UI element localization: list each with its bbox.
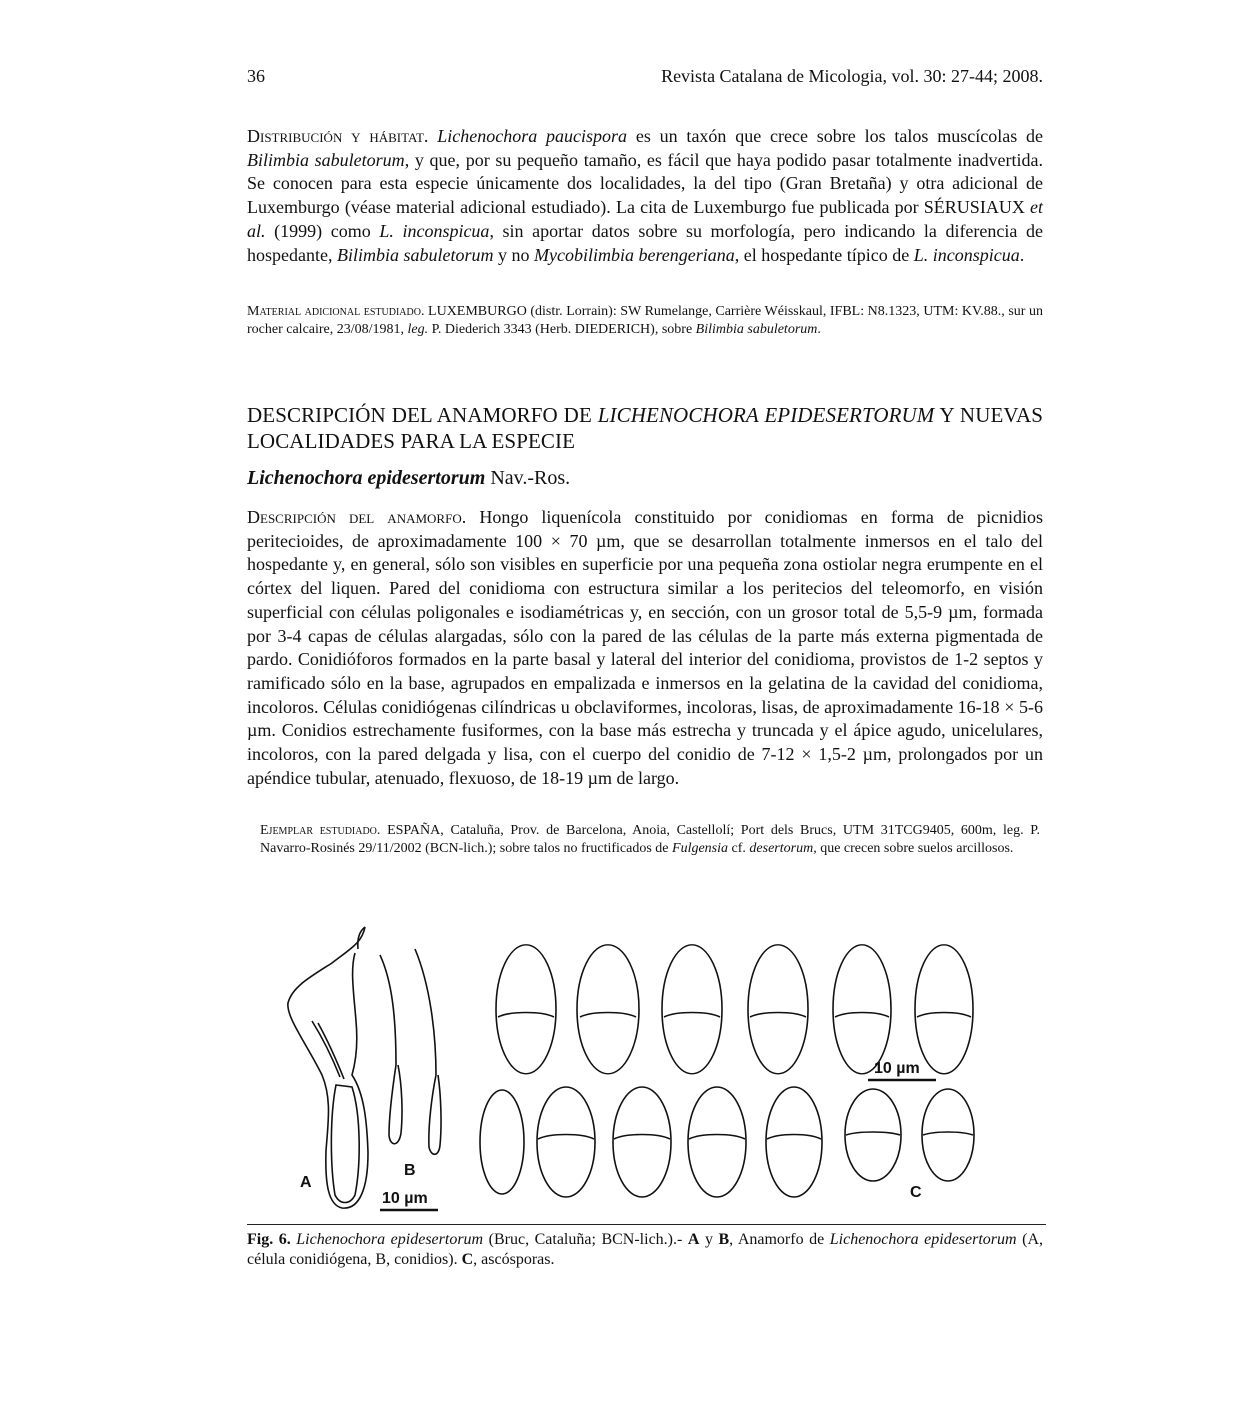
caption-panel-a: A [687,1231,700,1248]
distribution-taxon-5: Mycobilimbia berengeriana [533,244,735,265]
caption-panel-c: C [461,1251,474,1268]
distribution-text-6: y no [493,244,534,265]
figure-label-b: B [404,1162,416,1179]
material-leg: leg. [407,322,429,337]
section-heading-text-1: DESCRIPCIÓN DEL ANAMORFO DE [247,403,598,427]
distribution-paragraph [247,125,1043,267]
material-taxon: Bilimbia sabuletorum [695,322,818,337]
figure-caption [247,1230,1043,1270]
journal-citation: Revista Catalana de Micologia, vol. 30: 27-44; 2008. [661,66,1043,86]
distribution-text-3: , y que, por su pequeño tamaño, es fácil que haya podido pasar totalmente inadvertida. Se conocen para esta especie únicamente dos localidades, la del tipo (Gran Bretaña) y otra adicional de Luxemburgo (véase material adicional estudiado). La cita de Luxemburgo fue publicada por SÉRUSIAUX [247,149,1043,218]
distribution-text-5: , sin aportar datos sobre su morfología, pero indicando la diferencia de hospedante, [247,220,1043,265]
specimen-paragraph [260,822,1040,858]
material-text-3: . [817,322,821,337]
scale-label-ab: 10 µm [382,1190,428,1207]
figure-label-c: C [910,1184,922,1201]
species-author: Nav.-Ros. [485,467,571,489]
specimen-text-3: , que crecen sobre suelos arcillosos. [813,841,1014,856]
description-paragraph [247,506,1043,790]
distribution-text-7: , el hospedante típico de [734,244,914,265]
page-number: 36 [247,66,265,86]
distribution-taxon-2: Bilimbia sabuletorum [247,149,405,170]
caption-text-5: (A, célula conidiógena, B, conidios). [247,1231,1044,1268]
specimen-text-1: ESPAÑA, Cataluña, Prov. de Barcelona, Anoia, Castellolí; Port dels Brucs, UTM 31TCG9405, 600m, leg. P. Navarro-Rosinés 29/11/2002 (BCN-lich.); sobre talos no fructificados de [260,823,1040,856]
specimen-genus: Fulgensia [672,841,729,856]
caption-taxon-2: Lichenochora epidesertorum [829,1231,1017,1248]
species-name: Lichenochora epidesertorum [247,467,486,489]
caption-text-2: (Bruc, Cataluña; BCN-lich.).- [483,1231,688,1248]
distribution-text-8: . [1019,244,1025,265]
caption-taxon-1: Lichenochora epidesertorum [296,1231,484,1248]
species-heading [247,467,570,490]
distribution-taxon-1: Lichenochora paucispora [437,126,628,146]
figure-divider [247,1224,1046,1225]
distribution-taxon-6: L. inconspicua [913,244,1020,265]
distribution-etal: et al. [247,197,1043,241]
conidiogenous-cell-drawing [288,927,368,1208]
figure-6 [270,925,1050,1230]
material-paragraph [247,303,1043,339]
distribution-text-4: (1999) como [265,220,380,241]
caption-text-3: y [699,1231,719,1248]
specimen-label: Ejemplar estudiado. [260,823,381,838]
section-heading [247,402,1043,454]
section-heading-taxon: LICHENOCHORA EPIDESERTORUM [597,403,935,427]
material-label: Material adicional estudiado. [247,304,425,319]
scale-label-c: 10 µm [874,1060,920,1077]
distribution-taxon-4: Bilimbia sabuletorum [336,244,494,265]
distribution-label: Distribución y hábitat. [247,126,429,146]
distribution-text-2: es un taxón que crece sobre los talos muscícolas de [627,126,1043,146]
material-text-2: P. Diederich 3343 (Herb. DIEDERICH), sobre [428,322,696,337]
description-label: Descripción del anamorfo. [247,507,467,527]
description-text: Hongo liquenícola constituido por conidiomas en forma de picnidios peritecioides, de aproximadamente 100 × 70 µm, que se desarrollan totalmente inmersos en el talo del hospedante y, en general, sólo son visibles en superficie por una pequeña zona ostiolar negra erumpente en el córtex del liquen. Pared del conidioma con estructura similar a los peritecios del teleomorfo, en visión superficial con células poligonales e isodiamétricas y, en sección, con un grosor total de 5,5-9 µm, formada por 3-4 capas de células alargadas, sólo con la pared de las células de la parte más externa pigmentada de pardo. Conidióforos formados en la parte basal y lateral del interior del conidioma, provistos de 1-2 septos y ramificado sólo en la base, agrupados en empalizada e inmersos en la gelatina de la cavidad del conidioma, incoloros. Células conidiógenas cilíndricas u obclaviformes, incoloras, lisas, de aproximadamente 16-18 × 5-6 µm. Conidios estrechamente fusiformes, con la base más estrecha y truncada y el ápice agudo, unicelulares, incoloros, con la pared delgada y lisa, con el cuerpo del conidio de 7-12 × 1,5-2 µm, prolongados por un apéndice tubular, atenuado, flexuoso, de 18-19 µm de largo. [247,507,1043,788]
specimen-text-2: cf. [728,841,750,856]
distribution-text-1 [428,126,437,146]
figure-6-drawing [270,925,1050,1230]
caption-fig-number: Fig. 6. [247,1231,291,1248]
caption-panel-b: B [718,1231,730,1248]
material-text-1: LUXEMBURGO (distr. Lorrain): SW Rumelange, Carrière Wéisskaul, IFBL: N8.1323, UTM: KV.88., sur un rocher calcaire, 23/08/1981, [247,304,1044,337]
distribution-taxon-3: L. inconspicua [379,220,490,241]
caption-text-6: , ascósporas. [473,1251,555,1268]
figure-label-a: A [300,1174,312,1191]
section-heading-text-2: Y NUEVAS LOCALIDADES PARA LA ESPECIE [247,403,1043,453]
caption-text-4: , Anamorfo de [729,1231,830,1248]
running-head [247,66,1043,92]
specimen-epithet: desertorum [749,841,814,856]
conidia-drawing [380,949,441,1154]
